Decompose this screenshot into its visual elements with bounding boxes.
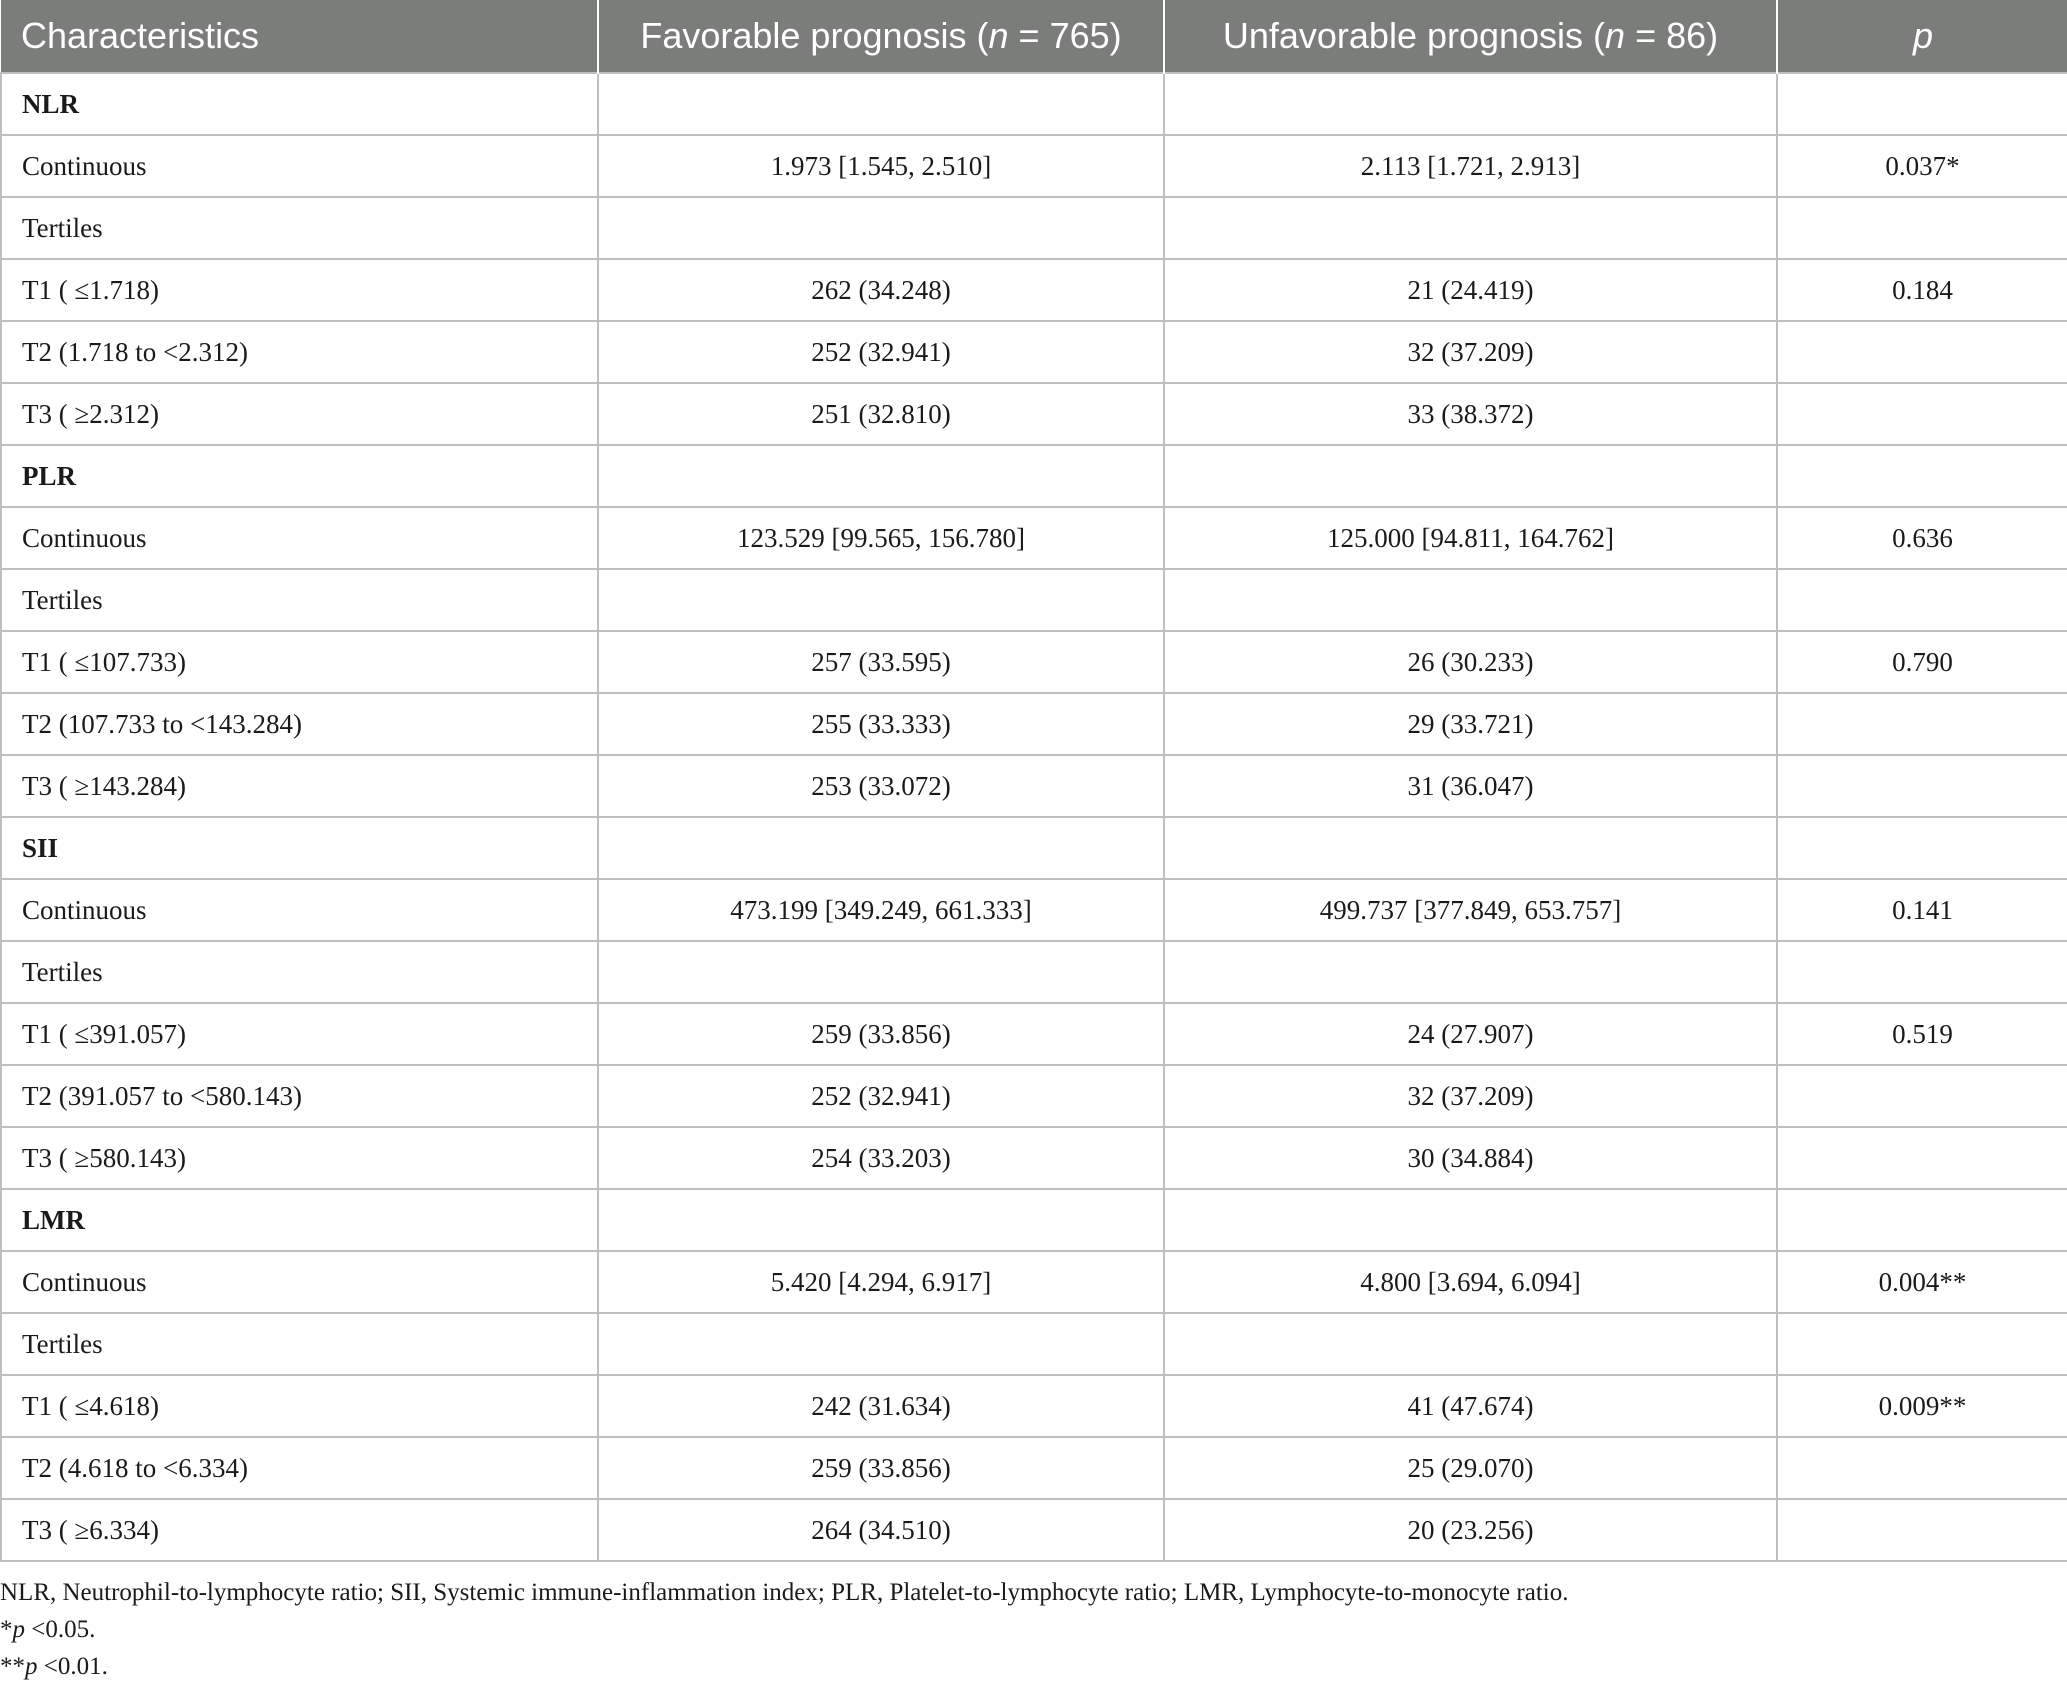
table-row (1, 1313, 2067, 1375)
table-row (1, 1127, 2067, 1189)
table-row (1, 631, 2067, 693)
cell-p-value (1777, 445, 2067, 507)
cell-p-value: 0.636 (1777, 507, 2067, 569)
cell-unfavorable: 41 (47.674) (1164, 1375, 1777, 1437)
table-row (1, 259, 2067, 321)
table-row (1, 879, 2067, 941)
cell-favorable: 259 (33.856) (598, 1437, 1164, 1499)
cell-characteristic: T1 ( ≤391.057) (1, 1003, 598, 1065)
cell-unfavorable: 32 (37.209) (1164, 1065, 1777, 1127)
section-row (1, 73, 2067, 135)
cell-unfavorable: 21 (24.419) (1164, 259, 1777, 321)
cell-unfavorable (1164, 197, 1777, 259)
table-row (1, 197, 2067, 259)
footnote-1-rest: <0.05. (25, 1616, 96, 1643)
cell-characteristic: T2 (391.057 to <580.143) (1, 1065, 598, 1127)
cell-characteristic: Continuous (1, 1251, 598, 1313)
cell-unfavorable (1164, 569, 1777, 631)
cell-p-value (1777, 1437, 2067, 1499)
cell-favorable: 254 (33.203) (598, 1127, 1164, 1189)
footnote-1-star: * (0, 1616, 13, 1643)
section-row (1, 445, 2067, 507)
cell-p-value: 0.184 (1777, 259, 2067, 321)
header-unfavorable-pre: Unfavorable prognosis ( (1222, 15, 1606, 56)
footnote-abbreviations: NLR, Neutrophil-to-lymphocyte ratio; SII, Systemic immune-inflammation index; PLR, Platelet-to-lymphocyte ratio; LMR, Lymphocyte-to-monocyte ratio. (0, 1579, 1569, 1606)
cell-characteristic: Continuous (1, 135, 598, 197)
cell-favorable: 252 (32.941) (598, 1065, 1164, 1127)
header-favorable (598, 0, 1164, 73)
cell-characteristic: T3 ( ≥580.143) (1, 1127, 598, 1189)
header-characteristics: Characteristics (1, 0, 598, 73)
footnote-1-p: p (12, 1616, 25, 1643)
table-row (1, 693, 2067, 755)
table-row (1, 569, 2067, 631)
header-favorable-post: = 765) (1008, 15, 1122, 56)
cell-p-value: 0.037* (1777, 135, 2067, 197)
cell-favorable (598, 445, 1164, 507)
cell-p-value: 0.790 (1777, 631, 2067, 693)
cell-favorable (598, 197, 1164, 259)
cell-characteristic: NLR (1, 73, 598, 135)
cell-favorable (598, 73, 1164, 135)
header-favorable-pre: Favorable prognosis ( (640, 15, 989, 56)
table-row (1, 1065, 2067, 1127)
footnote-2-star: ** (0, 1653, 25, 1680)
cell-characteristic: T2 (107.733 to <143.284) (1, 693, 598, 755)
cell-characteristic: T3 ( ≥143.284) (1, 755, 598, 817)
table-row (1, 1003, 2067, 1065)
cell-favorable: 123.529 [99.565, 156.780] (598, 507, 1164, 569)
cell-unfavorable (1164, 1313, 1777, 1375)
header-row (1, 0, 2067, 73)
cell-characteristic: SII (1, 817, 598, 879)
cell-favorable: 473.199 [349.249, 661.333] (598, 879, 1164, 941)
cell-favorable (598, 1313, 1164, 1375)
cell-characteristic: PLR (1, 445, 598, 507)
cell-favorable: 259 (33.856) (598, 1003, 1164, 1065)
cell-favorable: 262 (34.248) (598, 259, 1164, 321)
table-row (1, 1437, 2067, 1499)
cell-unfavorable (1164, 445, 1777, 507)
cell-unfavorable (1164, 941, 1777, 1003)
cell-unfavorable: 30 (34.884) (1164, 1127, 1777, 1189)
table-row (1, 1375, 2067, 1437)
cell-favorable: 1.973 [1.545, 2.510] (598, 135, 1164, 197)
cell-favorable (598, 1189, 1164, 1251)
table-row (1, 383, 2067, 445)
header-unfavorable (1164, 0, 1777, 73)
cell-favorable (598, 569, 1164, 631)
footnote-2-p: p (25, 1653, 38, 1680)
cell-unfavorable: 32 (37.209) (1164, 321, 1777, 383)
table-row (1, 1499, 2067, 1561)
cell-characteristic: T2 (4.618 to <6.334) (1, 1437, 598, 1499)
cell-unfavorable (1164, 73, 1777, 135)
footnote-significance-1 (0, 1611, 2067, 1648)
cell-characteristic: T1 ( ≤1.718) (1, 259, 598, 321)
section-row (1, 817, 2067, 879)
cell-p-value (1777, 197, 2067, 259)
cell-p-value: 0.519 (1777, 1003, 2067, 1065)
cell-p-value (1777, 755, 2067, 817)
header-favorable-n: n (988, 15, 1009, 56)
cell-p-value: 0.004** (1777, 1251, 2067, 1313)
cell-unfavorable (1164, 1189, 1777, 1251)
table-footnotes (0, 1574, 2067, 1685)
table-row (1, 135, 2067, 197)
cell-p-value (1777, 693, 2067, 755)
footnote-significance-2 (0, 1648, 2067, 1685)
cell-p-value (1777, 817, 2067, 879)
cell-favorable: 264 (34.510) (598, 1499, 1164, 1561)
table-row (1, 755, 2067, 817)
cell-favorable: 253 (33.072) (598, 755, 1164, 817)
table-header (1, 0, 2067, 73)
cell-characteristic: Tertiles (1, 1313, 598, 1375)
cell-unfavorable (1164, 817, 1777, 879)
cell-unfavorable: 33 (38.372) (1164, 383, 1777, 445)
table-row (1, 321, 2067, 383)
cell-characteristic: Tertiles (1, 569, 598, 631)
cell-unfavorable: 31 (36.047) (1164, 755, 1777, 817)
cell-p-value (1777, 321, 2067, 383)
cell-favorable (598, 941, 1164, 1003)
cell-characteristic: Tertiles (1, 197, 598, 259)
section-row (1, 1189, 2067, 1251)
cell-p-value: 0.141 (1777, 879, 2067, 941)
cell-p-value (1777, 1313, 2067, 1375)
cell-p-value (1777, 1189, 2067, 1251)
cell-characteristic: Continuous (1, 507, 598, 569)
cell-characteristic: T1 ( ≤4.618) (1, 1375, 598, 1437)
table-body (1, 73, 2067, 1561)
cell-characteristic: LMR (1, 1189, 598, 1251)
cell-unfavorable: 26 (30.233) (1164, 631, 1777, 693)
cell-p-value (1777, 383, 2067, 445)
header-p-value: p (1777, 0, 2067, 73)
cell-p-value (1777, 1065, 2067, 1127)
cell-characteristic: Tertiles (1, 941, 598, 1003)
header-unfavorable-n: n (1605, 15, 1626, 56)
table-row (1, 507, 2067, 569)
cell-unfavorable: 125.000 [94.811, 164.762] (1164, 507, 1777, 569)
cell-unfavorable: 4.800 [3.694, 6.094] (1164, 1251, 1777, 1313)
cell-p-value (1777, 73, 2067, 135)
cell-p-value (1777, 1127, 2067, 1189)
cell-unfavorable: 2.113 [1.721, 2.913] (1164, 135, 1777, 197)
cell-p-value (1777, 569, 2067, 631)
cell-p-value: 0.009** (1777, 1375, 2067, 1437)
cell-unfavorable: 24 (27.907) (1164, 1003, 1777, 1065)
cell-p-value (1777, 1499, 2067, 1561)
table-row (1, 941, 2067, 1003)
cell-characteristic: T3 ( ≥2.312) (1, 383, 598, 445)
cell-favorable: 255 (33.333) (598, 693, 1164, 755)
cell-favorable: 242 (31.634) (598, 1375, 1164, 1437)
footnote-2-rest: <0.01. (37, 1653, 108, 1680)
cell-favorable: 252 (32.941) (598, 321, 1164, 383)
table-row (1, 1251, 2067, 1313)
cell-favorable: 257 (33.595) (598, 631, 1164, 693)
cell-favorable: 251 (32.810) (598, 383, 1164, 445)
cell-favorable (598, 817, 1164, 879)
cell-characteristic: T2 (1.718 to <2.312) (1, 321, 598, 383)
cell-p-value (1777, 941, 2067, 1003)
cell-characteristic: T1 ( ≤107.733) (1, 631, 598, 693)
cell-unfavorable: 499.737 [377.849, 653.757] (1164, 879, 1777, 941)
cell-unfavorable: 20 (23.256) (1164, 1499, 1777, 1561)
cell-characteristic: Continuous (1, 879, 598, 941)
header-unfavorable-post: = 86) (1625, 15, 1719, 56)
cell-unfavorable: 25 (29.070) (1164, 1437, 1777, 1499)
cell-unfavorable: 29 (33.721) (1164, 693, 1777, 755)
cell-favorable: 5.420 [4.294, 6.917] (598, 1251, 1164, 1313)
cell-characteristic: T3 ( ≥6.334) (1, 1499, 598, 1561)
